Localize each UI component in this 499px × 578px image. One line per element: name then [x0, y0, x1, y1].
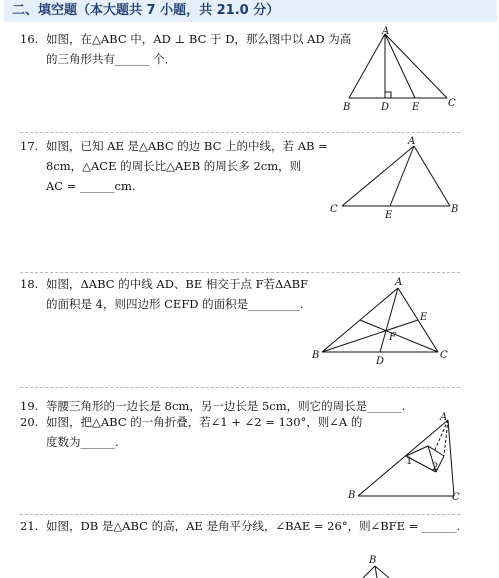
question-text-line: 度数为______. [46, 435, 119, 449]
question-text-line: 如图，已知 AE 是△ABC 的边 BC 上的中线，若 AB = [46, 139, 328, 153]
vertex-label-b: B [369, 555, 377, 566]
question-number: 18. [20, 277, 39, 291]
question-18 [20, 274, 308, 314]
question-separator [20, 514, 460, 515]
question-separator [20, 387, 460, 388]
question-text-line: 8cm，△ACE 的周长比△AEB 的周长多 2cm，则 [46, 159, 302, 173]
question-text-line: 等腰三角形的一边长是 8cm，另一边长是 5cm，则它的周长是______. [46, 399, 406, 413]
vertex-label-c: C [448, 98, 456, 109]
question-text-line: 如图，把△ABC 的一角折叠，若∠1 + ∠2 = 130°，则∠A 的 [46, 415, 363, 429]
section-title: 二、填空题（本大题共 7 小题，共 21.0 分） [4, 0, 497, 22]
question-separator [20, 272, 460, 273]
vertex-label-c: C [440, 350, 448, 361]
figure-q20 [340, 408, 470, 508]
vertex-label-d: D [381, 102, 390, 113]
question-number: 21. [20, 519, 39, 533]
figure-q21 [355, 552, 405, 578]
question-text-line: 如图，在△ABC 中，AD ⊥ BC 于 D，那么图中以 AD 为高 [46, 32, 352, 46]
vertex-label-a: A [440, 412, 448, 423]
question-text-line: 的面积是 4，则四边形 CEFD 的面积是_________. [46, 297, 304, 311]
question-number: 17. [20, 139, 39, 153]
vertex-label-d: D [376, 356, 385, 367]
question-text-line: 如图，ΔABC 的中线 AD、BE 相交于点 F若ΔABF [46, 277, 309, 291]
figure-q16 [335, 28, 465, 118]
question-21 [20, 516, 460, 536]
vertex-label-b: B [451, 204, 459, 215]
vertex-label-a: A [382, 26, 390, 37]
angle-label-2: 2 [432, 462, 439, 473]
vertex-label-b: B [348, 490, 356, 501]
question-text-line: 的三角形共有______ 个． [46, 52, 177, 66]
vertex-label-f: F [389, 332, 396, 343]
question-16 [20, 29, 351, 69]
vertex-label-e: E [412, 102, 420, 113]
vertex-label-b: B [343, 102, 351, 113]
question-text-line: 如图，DB 是△ABC 的高，AE 是角平分线，∠BAE = 26°，则∠BFE = ______. [46, 519, 461, 533]
question-20 [20, 412, 362, 452]
vertex-label-c: C [452, 492, 460, 503]
question-text-line: AC = ______cm. [46, 179, 136, 193]
question-number: 16. [20, 32, 39, 46]
vertex-label-a: A [395, 277, 403, 288]
vertex-label-e: E [420, 312, 428, 323]
angle-label-1: 1 [406, 456, 413, 467]
vertex-label-b: B [312, 350, 320, 361]
question-number: 20. [20, 415, 39, 429]
vertex-label-a: A [408, 136, 416, 147]
vertex-label-e: E [385, 210, 393, 221]
figure-q17 [320, 132, 470, 222]
question-17 [20, 136, 328, 196]
question-number: 19. [20, 399, 39, 413]
vertex-label-c: C [330, 204, 338, 215]
figure-q18 [310, 274, 460, 366]
